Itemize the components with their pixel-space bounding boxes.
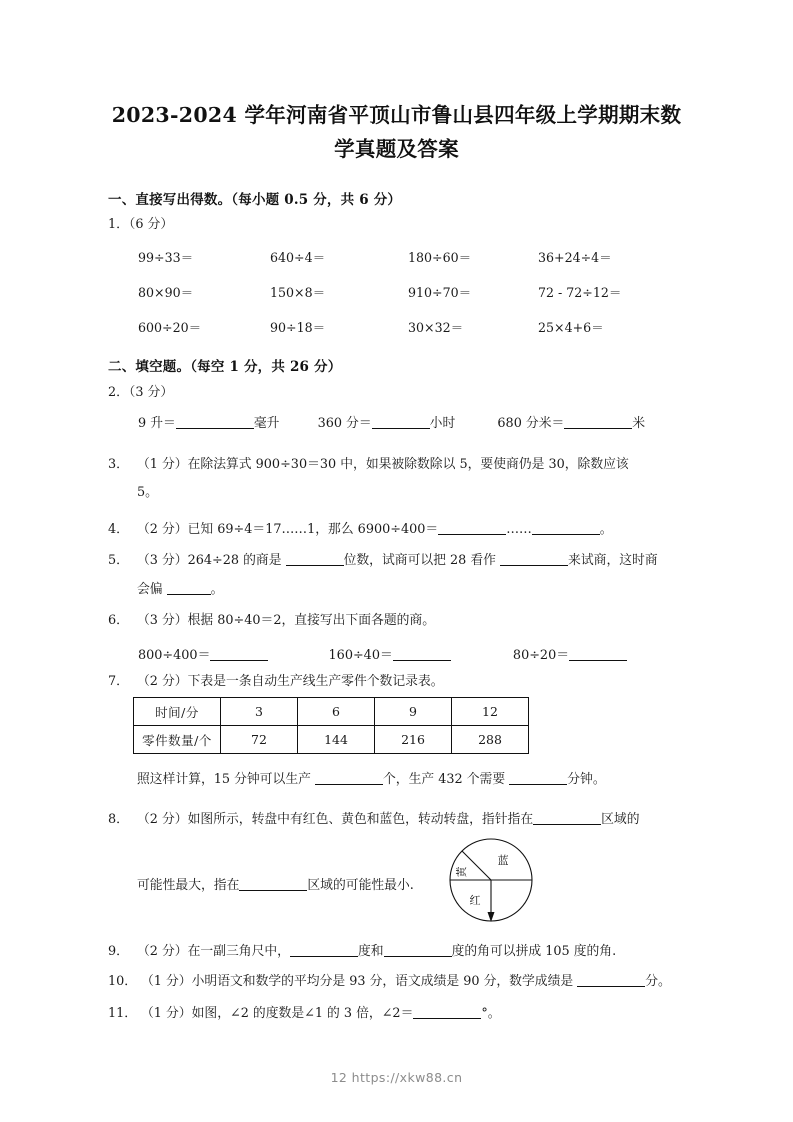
question-5-number: 5． — [108, 553, 129, 568]
q1-expression-4: 36+24÷4＝ — [538, 250, 612, 265]
q1-expression-12: 25×4+6＝ — [538, 320, 604, 335]
q10-part-2: 分。 — [645, 974, 671, 989]
q11-part-2: °。 — [481, 1006, 501, 1021]
question-6-expressions — [138, 646, 627, 666]
q6-expression-3: 80÷20＝ — [512, 648, 570, 663]
q9-part-2: 度和 — [357, 944, 384, 959]
q5-blank-3[interactable] — [167, 581, 211, 595]
question-7-number: 7． — [108, 674, 129, 689]
table-cell-count-2: 144 — [298, 726, 375, 754]
q10-part-1: （1 分）小明语文和数学的平均分是 93 分，语文成绩是 90 分，数学成绩是 — [141, 974, 574, 989]
q9-part-3: 度的角可以拼成 105 度的角. — [451, 944, 617, 959]
q1-expression-3: 180÷60＝ — [408, 250, 472, 265]
question-6-prompt: （3 分）根据 80÷40＝2，直接写出下面各题的商。 — [137, 613, 436, 628]
question-11-number: 11． — [108, 1006, 138, 1021]
q7-followup-2: 个，生产 432 个需要 — [383, 772, 506, 787]
q10-blank-1[interactable] — [577, 973, 645, 987]
section-heading-1: 一、直接写出得数。（每小题 0.5 分，共 6 分） — [108, 192, 402, 208]
q1-expression-7: 910÷70＝ — [408, 285, 472, 300]
spinner-label-blue: 蓝 — [497, 854, 509, 867]
question-4-number: 4． — [108, 522, 129, 537]
q9-blank-2[interactable] — [384, 943, 452, 957]
q7-followup-1: 照这样计算，15 分钟可以生产 — [137, 772, 311, 787]
q5-line2-suffix: 。 — [210, 582, 224, 597]
q4-blank-1[interactable] — [438, 521, 506, 535]
q5-part-2: 位数，试商可以把 28 看作 — [343, 553, 496, 568]
question-9-number: 9． — [108, 944, 129, 959]
q2-item-1-suffix: 毫升 — [253, 416, 280, 431]
table-cell-count-3: 216 — [375, 726, 452, 754]
question-7-followup — [137, 770, 606, 790]
question-8-number: 8． — [108, 812, 129, 827]
q1-expression-2: 640÷4＝ — [270, 250, 326, 265]
question-10-number: 10． — [108, 974, 138, 989]
q9-blank-1[interactable] — [290, 943, 358, 957]
q2-item-3-suffix: 米 — [632, 416, 646, 431]
q1-expression-1: 99÷33＝ — [138, 250, 194, 265]
q2-blank-1[interactable] — [176, 415, 254, 429]
q4-middle: …… — [506, 522, 532, 537]
q8-blank-2[interactable] — [239, 877, 307, 891]
table-row-label-time: 时间/分 — [134, 698, 221, 726]
q1-expression-6: 150×8＝ — [270, 285, 326, 300]
q5-blank-1[interactable] — [286, 552, 344, 566]
question-3-line-1: （1 分）在除法算式 900÷30＝30 中，如果被除数除以 5，要使商仍是 30，除数应该 — [137, 457, 629, 472]
question-6-number: 6． — [108, 613, 129, 628]
table-row-count — [134, 726, 529, 754]
q2-blank-2[interactable] — [372, 415, 430, 429]
q9-part-1: （2 分）在一副三角尺中， — [137, 944, 290, 959]
q5-part-1: （3 分）264÷28 的商是 — [137, 553, 282, 568]
question-4-body — [137, 520, 613, 540]
question-11-body — [141, 1004, 501, 1024]
question-3-number: 3． — [108, 457, 129, 472]
q1-expression-8: 72 - 72÷12＝ — [538, 285, 622, 300]
table-cell-time-3: 9 — [375, 698, 452, 726]
question-3-line-2: 5。 — [137, 485, 158, 500]
question-5-line-2 — [137, 580, 223, 600]
question-2-body — [138, 414, 645, 434]
q5-line2-prefix: 会偏 — [137, 582, 163, 597]
question-8-line-2 — [137, 876, 414, 896]
q11-part-1: （1 分）如图，∠2 的度数是∠1 的 3 倍，∠2＝ — [141, 1006, 414, 1021]
table-cell-time-4: 12 — [452, 698, 529, 726]
q2-item-2-prefix: 360 分＝ — [317, 416, 372, 431]
q4-blank-2[interactable] — [532, 521, 600, 535]
table-cell-count-4: 288 — [452, 726, 529, 754]
q6-blank-2[interactable] — [393, 647, 451, 661]
spinner-label-red: 红 — [469, 894, 481, 907]
q2-item-1-prefix: 9 升＝ — [138, 416, 176, 431]
question-7-prompt: （2 分）下表是一条自动生产线生产零件个数记录表。 — [137, 674, 444, 689]
q8-line1-suffix: 区域的 — [601, 812, 640, 827]
q6-blank-1[interactable] — [210, 647, 268, 661]
table-cell-time-2: 6 — [298, 698, 375, 726]
q1-expression-10: 90÷18＝ — [270, 320, 326, 335]
q8-line1-prefix: （2 分）如图所示，转盘中有红色、黄色和蓝色，转动转盘，指针指在 — [137, 812, 534, 827]
q7-blank-2[interactable] — [509, 771, 567, 785]
q1-expression-9: 600÷20＝ — [138, 320, 202, 335]
q5-part-3: 来试商，这时商 — [568, 553, 658, 568]
table-row-label-count: 零件数量/个 — [134, 726, 221, 754]
spinner-label-yellow: 黄 — [455, 866, 468, 878]
question-10-body — [141, 972, 671, 992]
question-5-line-1 — [137, 551, 658, 571]
footer-watermark: 12 https://xkw88.cn — [330, 1070, 463, 1085]
q2-item-3-prefix: 680 分米＝ — [497, 416, 565, 431]
table-cell-time-1: 3 — [221, 698, 298, 726]
q6-expression-2: 160÷40＝ — [328, 648, 393, 663]
q1-expression-5: 80×90＝ — [138, 285, 194, 300]
q8-line2-suffix: 区域的可能性最小. — [307, 878, 414, 893]
production-table — [133, 697, 529, 754]
spinner-diagram — [447, 836, 539, 928]
q7-followup-3: 分钟。 — [567, 772, 606, 787]
q1-expression-11: 30×32＝ — [408, 320, 464, 335]
q7-blank-1[interactable] — [315, 771, 383, 785]
spinner-svg — [447, 836, 539, 928]
section-heading-2: 二、填空题。（每空 1 分，共 26 分） — [108, 359, 342, 375]
q6-blank-3[interactable] — [569, 647, 627, 661]
q8-blank-1[interactable] — [533, 811, 601, 825]
q2-blank-3[interactable] — [564, 415, 632, 429]
question-8-line-1 — [137, 810, 640, 830]
q4-prefix: （2 分）已知 69÷4＝17……1，那么 6900÷400＝ — [137, 522, 439, 537]
table-row-time — [134, 698, 529, 726]
q11-blank-1[interactable] — [413, 1005, 481, 1019]
q4-suffix: 。 — [599, 522, 613, 537]
question-1-number: 1．（6 分） — [108, 217, 174, 232]
table-cell-count-1: 72 — [221, 726, 298, 754]
q2-item-2-suffix: 小时 — [429, 416, 456, 431]
page-title: 2023-2024 学年河南省平顶山市鲁山县四年级上学期期末数学真题及答案 — [111, 103, 682, 161]
question-2-number: 2．（3 分） — [108, 385, 174, 400]
q5-blank-2[interactable] — [500, 552, 568, 566]
q8-line2-prefix: 可能性最大，指在 — [137, 878, 240, 893]
question-9-body — [137, 942, 616, 962]
q6-expression-1: 800÷400＝ — [138, 648, 211, 663]
